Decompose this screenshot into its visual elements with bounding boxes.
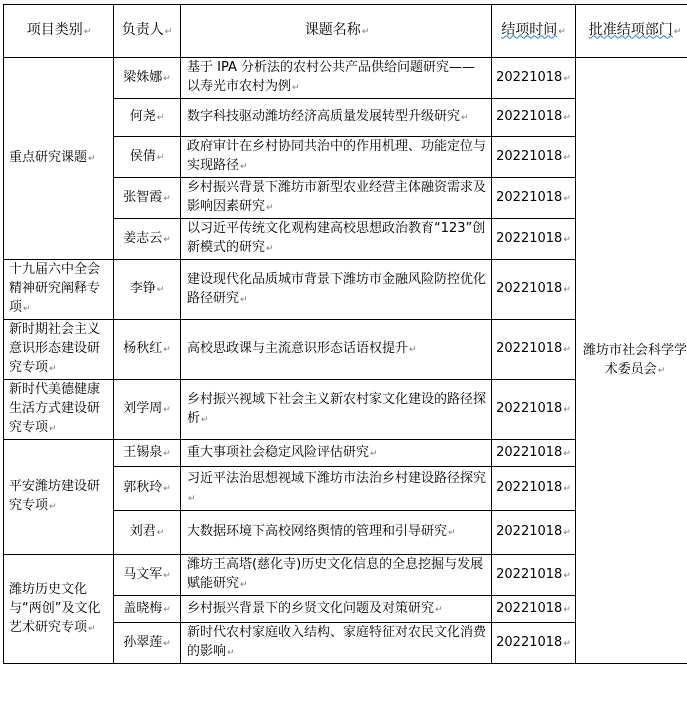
header-row — [4, 5, 687, 58]
person-cell: 王锡泉↵ — [114, 440, 181, 467]
person-cell: 张智霞↵ — [114, 178, 181, 219]
title-cell: 习近平法治思想视域下潍坊市法治乡村建设路径探究↵ — [181, 467, 492, 511]
header-title: 课题名称↵ — [181, 5, 492, 58]
person-cell: 梁姝娜↵ — [114, 58, 181, 99]
title-cell: 潍坊王高塔(慈化寺)历史文化信息的全息挖掘与发展赋能研究↵ — [181, 555, 492, 596]
person-cell: 马文军↵ — [114, 555, 181, 596]
category-cell: 新时期社会主义意识形态建设研究专项↵ — [4, 320, 114, 380]
person-cell: 刘学周↵ — [114, 380, 181, 440]
category-cell: 平安潍坊建设研究专项↵ — [4, 440, 114, 555]
title-cell: 高校思政课与主流意识形态话语权提升↵ — [181, 320, 492, 380]
department-cell: 潍坊市社会科学学术委员会↵ — [576, 58, 687, 664]
title-cell: 乡村振兴背景下的乡贤文化问题及对策研究↵ — [181, 596, 492, 623]
title-cell: 重大事项社会稳定风险评估研究↵ — [181, 440, 492, 467]
title-cell: 乡村振兴视域下社会主义新农村家文化建设的路径探析↵ — [181, 380, 492, 440]
date-cell: 20221018↵ — [492, 467, 576, 511]
date-cell: 20221018↵ — [492, 596, 576, 623]
title-cell: 政府审计在乡村协同共治中的作用机理、功能定位与实现路径↵ — [181, 137, 492, 178]
title-cell: 数字科技驱动潍坊经济高质量发展转型升级研究↵ — [181, 99, 492, 137]
date-cell: 20221018↵ — [492, 555, 576, 596]
title-cell: 乡村振兴背景下潍坊市新型农业经营主体融资需求及影响因素研究↵ — [181, 178, 492, 219]
person-cell: 侯倩↵ — [114, 137, 181, 178]
person-cell: 李铮↵ — [114, 260, 181, 320]
header-category: 项目类别↵ — [4, 5, 114, 58]
date-cell: 20221018↵ — [492, 320, 576, 380]
title-cell: 建设现代化品质城市背景下潍坊市金融风险防控优化路径研究↵ — [181, 260, 492, 320]
person-cell: 何尧↵ — [114, 99, 181, 137]
person-cell: 孙翠莲↵ — [114, 623, 181, 664]
person-cell: 郭秋玲↵ — [114, 467, 181, 511]
title-cell: 以习近平传统文化观构建高校思想政治教育“123”创新模式的研究↵ — [181, 219, 492, 260]
date-cell: 20221018↵ — [492, 623, 576, 664]
date-cell: 20221018↵ — [492, 219, 576, 260]
category-cell: 十九届六中全会精神研究阐释专项↵ — [4, 260, 114, 320]
title-cell: 基于 IPA 分析法的农村公共产品供给问题研究——以寿光市农村为例↵ — [181, 58, 492, 99]
header-date: 结项时间↵ — [492, 5, 576, 58]
date-cell: 20221018↵ — [492, 440, 576, 467]
date-cell: 20221018↵ — [492, 99, 576, 137]
title-cell: 大数据环境下高校网络舆情的管理和引导研究↵ — [181, 511, 492, 555]
header-person: 负责人↵ — [114, 5, 181, 58]
category-cell: 潍坊历史文化与“两创”及文化艺术研究专项↵ — [4, 555, 114, 664]
date-cell: 20221018↵ — [492, 380, 576, 440]
date-cell: 20221018↵ — [492, 260, 576, 320]
date-cell: 20221018↵ — [492, 178, 576, 219]
person-cell: 盖晓梅↵ — [114, 596, 181, 623]
person-cell: 杨秋红↵ — [114, 320, 181, 380]
table-row — [4, 58, 687, 99]
category-cell: 重点研究课题↵ — [4, 58, 114, 260]
projects-table — [3, 4, 687, 664]
date-cell: 20221018↵ — [492, 58, 576, 99]
person-cell: 刘君↵ — [114, 511, 181, 555]
date-cell: 20221018↵ — [492, 137, 576, 178]
header-department: 批准结项部门↵ — [576, 5, 687, 58]
title-cell: 新时代农村家庭收入结构、家庭特征对农民文化消费的影响↵ — [181, 623, 492, 664]
person-cell: 姜志云↵ — [114, 219, 181, 260]
category-cell: 新时代美德健康生活方式建设研究专项↵ — [4, 380, 114, 440]
date-cell: 20221018↵ — [492, 511, 576, 555]
